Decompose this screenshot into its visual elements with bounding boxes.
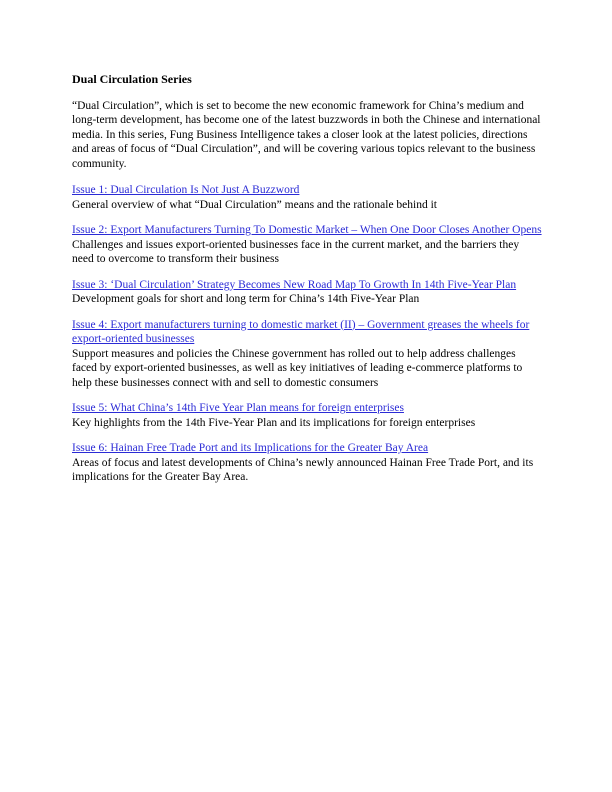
- issue-5-link[interactable]: Issue 5: What China’s 14th Five Year Plan means for foreign enterprises: [72, 402, 404, 414]
- issue-item-5: [72, 401, 542, 430]
- issue-item-4: [72, 318, 542, 391]
- issue-2-description: Challenges and issues export-oriented businesses face in the current market, and the barriers they need to overcome to transform their business: [72, 238, 520, 265]
- issue-2-link[interactable]: Issue 2: Export Manufacturers Turning To Domestic Market – When One Door Closes Another Opens: [72, 224, 542, 236]
- issue-6-link[interactable]: Issue 6: Hainan Free Trade Port and its Implications for the Greater Bay Area: [72, 442, 429, 454]
- issue-item-2: [72, 223, 542, 267]
- issue-item-6: [72, 441, 542, 485]
- issue-3-description: Development goals for short and long term for China’s 14th Five-Year Plan: [72, 293, 420, 305]
- issue-item-3: [72, 278, 542, 307]
- intro-paragraph: “Dual Circulation”, which is set to become the new economic framework for China’s medium and long-term development, has become one of the latest buzzwords in both the Chinese and international media. In this series, Fung Business Intelligence takes a closer look at the latest policies, directions and areas of focus of “Dual Circulation”, and will be covering various topics relevant to the business community.: [72, 99, 541, 170]
- issue-4-description: Support measures and policies the Chinese government has rolled out to help address challenges faced by export-oriented businesses, as well as key initiatives of leading e-commerce platforms to help these businesses connect with and sell to domestic consumers: [72, 347, 523, 389]
- issue-1-description: General overview of what “Dual Circulation” means and the rationale behind it: [72, 198, 437, 211]
- issue-1-link[interactable]: Issue 1: Dual Circulation Is Not Just A Buzzword: [72, 184, 300, 196]
- issue-item-1: [72, 183, 542, 212]
- issue-5-description: Key highlights from the 14th Five-Year Plan and its implications for foreign enterprises: [72, 416, 476, 429]
- issue-4-link[interactable]: Issue 4: Export manufacturers turning to domestic market (II) – Government greases the wheels for export-oriented businesses: [72, 318, 530, 345]
- document-page: [72, 72, 542, 496]
- issue-6-description: Areas of focus and latest developments of China’s newly announced Hainan Free Trade Port, and its implications for the Greater Bay Area.: [72, 456, 534, 483]
- document-title: Dual Circulation Series: [72, 72, 192, 86]
- issue-3-link[interactable]: Issue 3: ‘Dual Circulation’ Strategy Becomes New Road Map To Growth In 14th Five-Year Plan: [72, 278, 517, 291]
